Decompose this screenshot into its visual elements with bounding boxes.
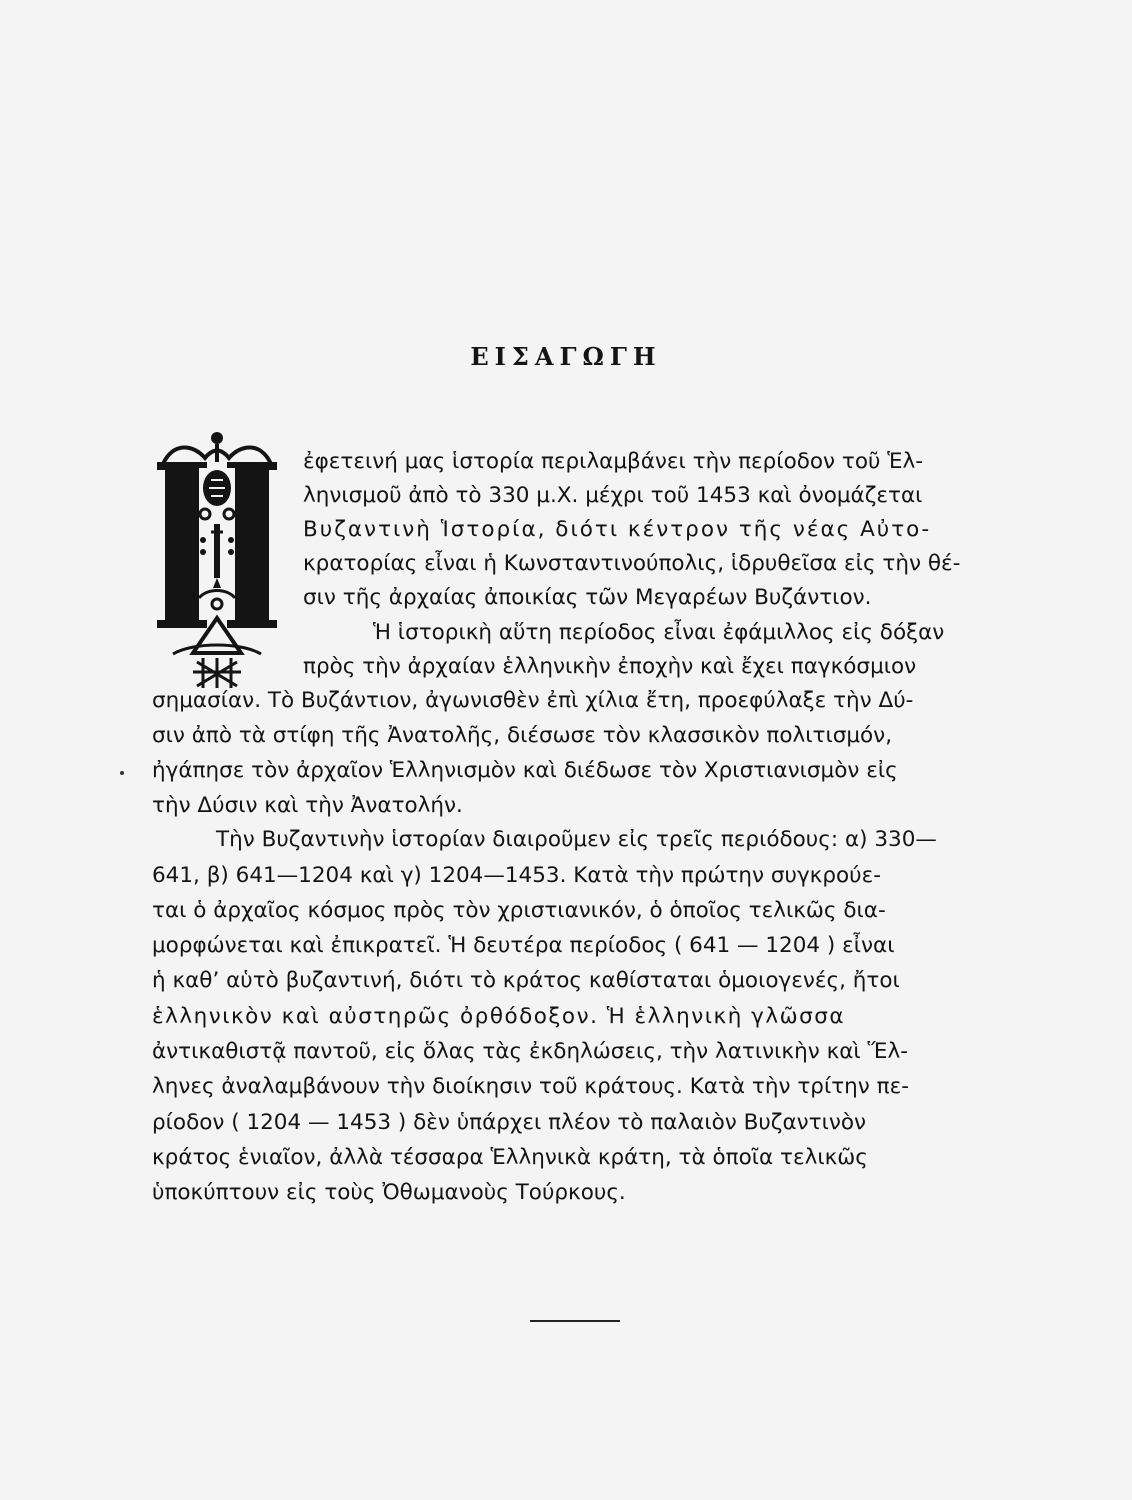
text-line: σιν τῆς ἀρχαίας ἀποικίας τῶν Μεγαρέων Βυζάντιον. <box>303 585 872 610</box>
text-line: 641, β) 641—1204 καὶ γ) 1204—1453. Κατὰ τὴν πρώτην συγκρούε- <box>152 863 881 888</box>
text-line: ἡ καθ’ αὑτὸ βυζαντινή, διότι τὸ κράτος καθίσταται ὁμοιογενές, ἤτοι <box>152 968 900 993</box>
text-line: κράτος ἑνιαῖον, ἀλλὰ τέσσαρα Ἑλληνικὰ κράτη, τὰ ὁποῖα τελικῶς <box>152 1145 868 1170</box>
text-line: σημασίαν. Τὸ Βυζάντιον, ἀγωνισθὲν ἐπὶ χίλια ἔτη, προεφύλαξε τὴν Δύ- <box>152 688 914 713</box>
end-rule <box>530 1320 620 1322</box>
text-line: τὴν Δύσιν καὶ τὴν Ἀνατολήν. <box>152 793 463 818</box>
text-line: πρὸς τὴν ἀρχαίαν ἑλληνικὴν ἐποχὴν καὶ ἔχει παγκόσμιον <box>303 654 917 679</box>
text-line: σιν ἀπὸ τὰ στίφη τῆς Ἀνατολῆς, διέσωσε τὸν κλασσικὸν πολιτισμόν, <box>152 723 893 748</box>
text-line: ρίοδον ( 1204 — 1453 ) δὲν ὑπάρχει πλέον τὸ παλαιὸν Βυζαντινὸν <box>152 1110 867 1135</box>
page-title: ΕΙΣΑΓΩΓΗ <box>470 342 662 371</box>
text-line: ἐφετεινή μας ἱστορία περιλαμβάνει τὴν περίοδον τοῦ Ἑλ- <box>303 449 924 474</box>
margin-mark <box>120 771 124 775</box>
text-line: Βυζαντινὴ Ἱστορία, διότι κέντρον τῆς νέας Αὐτο- <box>303 517 932 542</box>
text-line: Ἡ ἱστορικὴ αὕτη περίοδος εἶναι ἐφάμιλλος εἰς δόξαν <box>373 620 945 645</box>
text-line: Τὴν Βυζαντινὴν ἱστορίαν διαιροῦμεν εἰς τρεῖς περιόδους: α) 330— <box>216 827 937 852</box>
text-line: ἑλληνικὸν καὶ αὐστηρῶς ὀρθόδοξον. Ἡ ἑλληνικὴ γλῶσσα <box>152 1004 846 1029</box>
text-line: ληνισμοῦ ἀπὸ τὸ 330 μ.Χ. μέχρι τοῦ 1453 καὶ ὀνομάζεται <box>303 483 923 508</box>
text-line: ὑποκύπτουν εἰς τοὺς Ὀθωμανοὺς Τούρκους. <box>152 1180 626 1205</box>
text-line: μορφώνεται καὶ ἐπικρατεῖ. Ἡ δευτέρα περίοδος ( 641 — 1204 ) εἶναι <box>152 933 895 958</box>
text-line: κρατορίας εἶναι ἡ Κωνσταντινούπολις, ἱδρυθεῖσα εἰς τὴν θέ- <box>303 551 961 576</box>
ornate-drop-cap-icon <box>153 428 281 690</box>
text-line: ληνες ἀναλαμβάνουν τὴν διοίκησιν τοῦ κράτους. Κατὰ τὴν τρίτην πε- <box>152 1074 909 1099</box>
text-line: ἠγάπησε τὸν ἀρχαῖον Ἑλληνισμὸν καὶ διέδωσε τὸν Χριστιανισμὸν εἰς <box>152 758 898 783</box>
text-line: ἀντικαθιστᾷ παντοῦ, εἰς ὅλας τὰς ἐκδηλώσεις, τὴν λατινικὴν καὶ Ἕλ- <box>152 1039 908 1064</box>
text-line: ται ὁ ἀρχαῖος κόσμος πρὸς τὸν χριστιανικόν, ὁ ὁποῖος τελικῶς δια- <box>152 898 886 923</box>
